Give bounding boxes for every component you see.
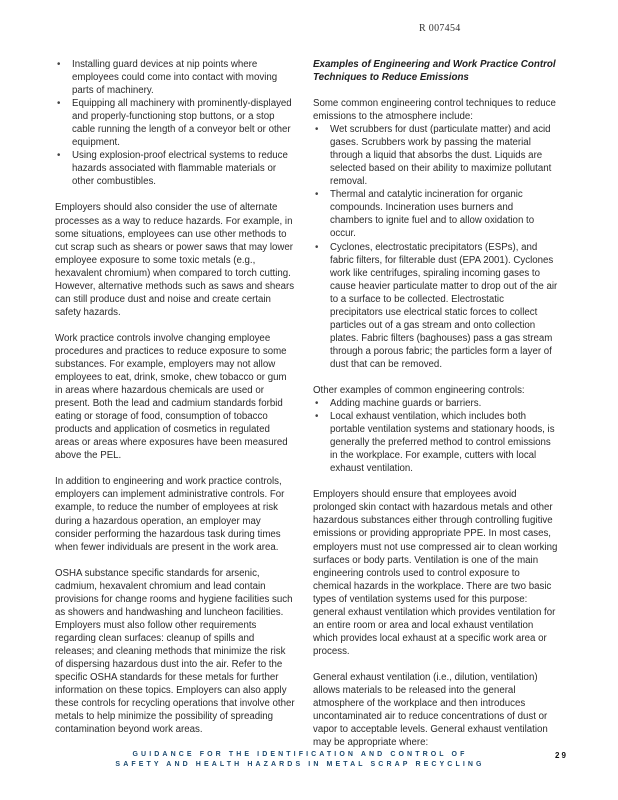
machinery-bullet-list [55, 58, 295, 188]
list-item: • Wet scrubbers for dust (particulate matter) and acid gases. Scrubbers work by passing the material through a liquid that absorbs the dust. Liquids are selected based on their ability to maximize pollutant removal. [313, 123, 558, 188]
running-footer [100, 750, 500, 770]
paragraph-general-exhaust: General exhaust ventilation (i.e., dilution, ventilation) allows materials to be released into the general atmosphere of the workplace and then introduces uncontaminated air to reduce concentrations of dust or vapor to acceptable levels. General exhaust ventilation may be appropriate where: [313, 671, 548, 749]
paragraph-other-intro: Other examples of common engineering controls: [313, 384, 525, 396]
section-heading: Examples of Engineering and Work Practice Control Techniques to Reduce Emissions [313, 59, 556, 83]
paragraph-skin-contact: Employers should ensure that employees avoid prolonged skin contact with hazardous metals and other hazardous substances either through controlling fugitive emissions or providing appropriate PPE. In most cases, employers must not use compressed air to clean working surfaces or body parts. Ventilation is one of the main engineering controls used to control exposure to chemical hazards in the workplace. There are two basic types of ventilation systems used for this purpose: general exhaust ventilation which provides ventilation for an entire room or area and local exhaust ventilation which provides local exhaust at a specific work area or process. [313, 489, 558, 657]
emission-controls-list [313, 123, 558, 371]
page-number: 29 [555, 751, 568, 760]
left-column [55, 58, 295, 749]
bates-number: R 007454 [419, 23, 461, 34]
footer-line-2: SAFETY AND HEALTH HAZARDS IN METAL SCRAP RECYCLING [115, 761, 485, 768]
list-item: • Thermal and catalytic incineration for organic compounds. Incineration uses burners and chambers to ignite fuel and to allow oxidation to occur. [313, 188, 558, 240]
other-controls-list [313, 397, 558, 475]
paragraph-administrative: In addition to engineering and work practice controls, employers can implement administrative controls. For example, to reduce the number of employees at risk during a hazardous operation, an employer may consider performing the hazardous task during times when fewer individuals are present in the work area. [55, 476, 285, 553]
list-item: • Installing guard devices at nip points where employees could come into contact with moving parts of machinery. [55, 58, 295, 97]
list-item: • Local exhaust ventilation, which includes both portable ventilation systems and stationary hoods, is generally the preferred method to control emissions in the workplace. For example, cutters with local exhaust ventilation. [313, 410, 558, 475]
paragraph-work-practice: Work practice controls involve changing employee procedures and practices to reduce exposure to some substances. For example, employers may not allow employees to eat, drink, smoke, chew tobacco or gum in areas where hazardous chemicals are used or present. Both the lead and cadmium standards forbid eating or storage of food, consumption of tobacco products and application of cosmetics in regulated areas or areas where exposures have been measured above the PEL. [55, 332, 288, 462]
list-item: • Adding machine guards or barriers. [313, 397, 558, 410]
paragraph-intro: Some common engineering control techniques to reduce emissions to the atmosphere include: [313, 98, 556, 123]
footer-line-1: GUIDANCE FOR THE IDENTIFICATION AND CONTROL OF [132, 751, 468, 758]
paragraph-osha-standards: OSHA substance specific standards for arsenic, cadmium, hexavalent chromium and lead contain provisions for change rooms and hygiene facilities such as showers and handwashing and luncheon facilities. Employers must also follow other requirements regarding clean surfaces: cleanup of spills and releases; and cleaning methods that minimize the risk of dispersing hazardous dust into the air. Refer to the specific OSHA standards for these metals for further information on these topics. Employers can also apply these controls for recycling operations that involve other metals to help minimize the possibility of spreading contamination beyond work areas. [55, 567, 295, 736]
right-column [313, 58, 558, 762]
list-item: • Equipping all machinery with prominently-displayed and properly-functioning stop buttons, or a stop cable running the length of a conveyor belt or other equipment. [55, 97, 295, 149]
list-item: • Using explosion-proof electrical systems to reduce hazards associated with flammable materials or other combustibles. [55, 149, 295, 188]
list-item: • Cyclones, electrostatic precipitators (ESPs), and fabric filters, for filterable dust (EPA 2001). Cyclones work like centrifuges, spiraling incoming gases to cause heavier particulate matter to drop out of the air to a surface to be collected. Electrostatic precipitators use electrical static forces to collect particles out of a gas stream and onto collection plates. Fabric filters (baghouses) pass a gas stream through a porous fabric; the particles form a layer of dust that can be removed. [313, 241, 558, 371]
paragraph-alternate-processes: Employers should also consider the use of alternate processes as a way to reduce hazards. For example, in some situations, employees can use other methods to cut scrap such as shears or power saws that may lower employee exposure to some toxic metals (e.g., hexavalent chromium) when compared to torch cutting. However, alternative methods such as saws and shears can still produce dust and noise and create certain safety hazards. [55, 202, 295, 318]
